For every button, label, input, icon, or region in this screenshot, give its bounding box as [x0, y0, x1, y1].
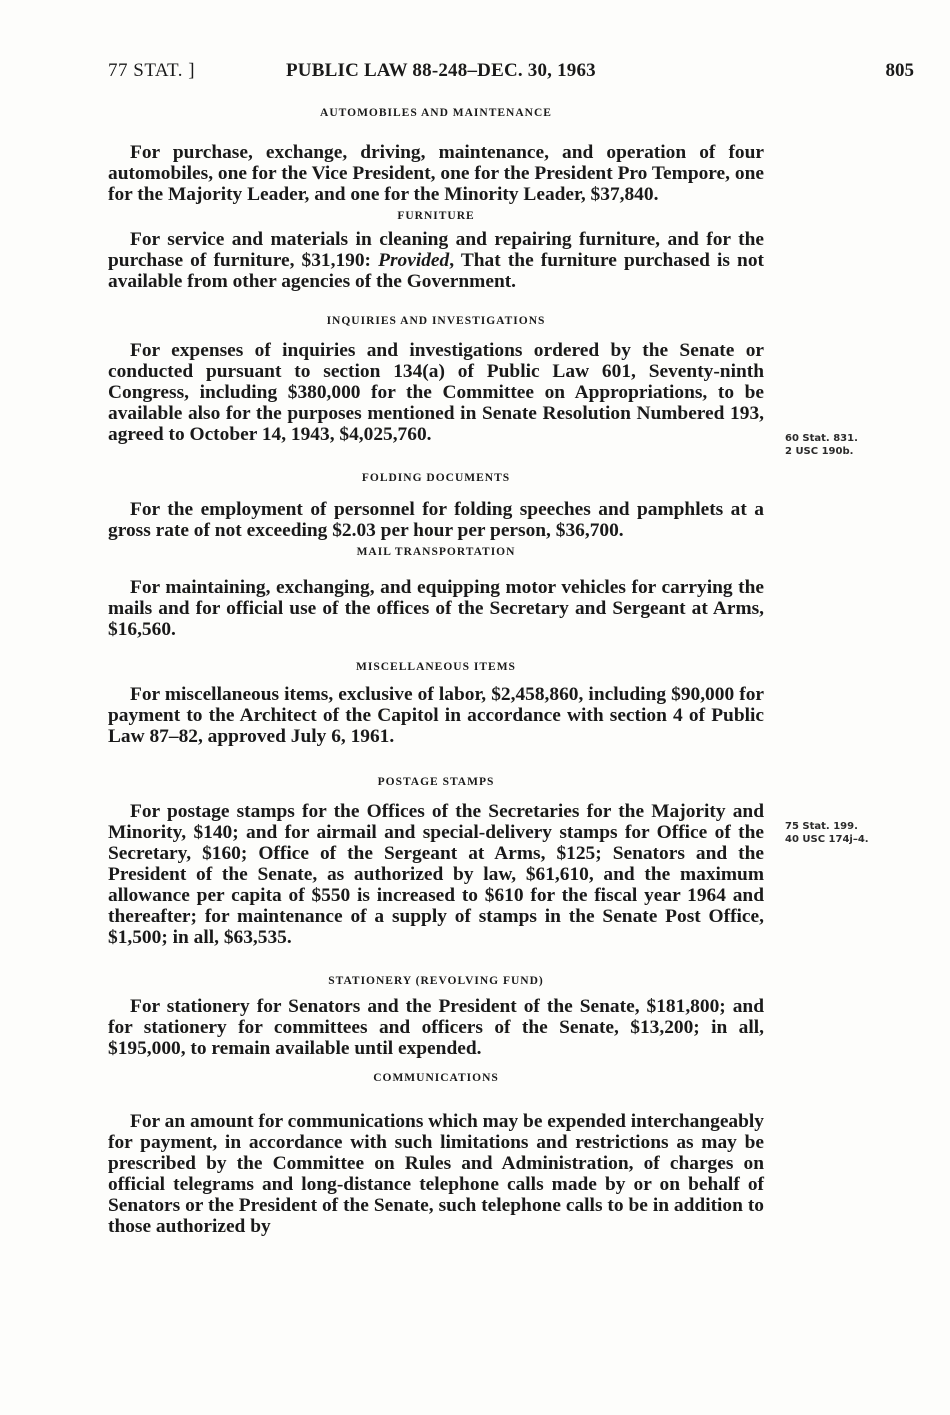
proviso-term: Provided: [378, 250, 450, 271]
page-number: 805: [885, 60, 914, 81]
body-text: [108, 104, 764, 1237]
section-heading: STATIONERY (REVOLVING FUND): [328, 975, 544, 987]
section-paragraph: For expenses of inquiries and investigations ordered by the Senate or conducted pursuant to section 134(a) of Public Law 601, Seventy-ninth Congress, including $380,000 for the Committee on Appropriations, to be available also for the purposes mentioned in Senate Resolution Numbered 193, agreed to October 14, 1943, $4,025,760.: [108, 340, 764, 445]
section-heading: AUTOMOBILES AND MAINTENANCE: [320, 107, 552, 119]
paragraph-text: For service and materials in cleaning and repairing furniture, and for the purchase of furniture, $31,190:: [108, 229, 764, 271]
citation-line: 2 USC 190b.: [785, 446, 854, 457]
section-paragraph: For the employment of personnel for folding speeches and pamphlets at a gross rate of not exceeding $2.03 per hour per person, $36,700.: [108, 499, 764, 541]
section-heading: POSTAGE STAMPS: [377, 776, 495, 788]
section-heading: COMMUNICATIONS: [373, 1072, 499, 1084]
section-paragraph: For an amount for communications which may be expended interchangeably for payment, in accordance with such limitations and restrictions as may be prescribed by the Committee on Rules and Administration, of charges on official telegrams and long-distance telephone calls made by or on behalf of Senators or the President of the Senate, such telephone calls to be in addition to those authorized by: [108, 1111, 764, 1237]
paragraph-text: , That the furniture purchased is not available from other agencies of the Government.: [108, 250, 764, 292]
statute-volume: 77 STAT. ]: [108, 60, 196, 81]
section-paragraph: [108, 229, 764, 292]
section-paragraph: For maintaining, exchanging, and equipping motor vehicles for carrying the mails and for official use of the offices of the Secretary and Sergeant at Arms, $16,560.: [108, 577, 764, 640]
law-title: PUBLIC LAW 88-248–DEC. 30, 1963: [286, 60, 596, 81]
citation-line: 40 USC 174j–4.: [785, 834, 869, 845]
citation-line: 60 Stat. 831.: [785, 433, 858, 444]
section-paragraph: For purchase, exchange, driving, maintenance, and operation of four automobiles, one for the Vice President, one for the President Pro Tempore, one for the Majority Leader, and one for the Minority Leader, $37,840.: [108, 142, 764, 205]
section-paragraph: For stationery for Senators and the President of the Senate, $181,800; and for stationery for committees and officers of the Senate, $13,200; in all, $195,000, to remain available until expended.: [108, 996, 764, 1059]
section-heading: MISCELLANEOUS ITEMS: [356, 661, 516, 673]
margin-citation: [785, 820, 905, 846]
section-heading: FURNITURE: [397, 210, 475, 222]
section-paragraph: For miscellaneous items, exclusive of labor, $2,458,860, including $90,000 for payment to the Architect of the Capitol in accordance with section 4 of Public Law 87–82, approved July 6, 1961.: [108, 684, 764, 747]
section-heading: INQUIRIES AND INVESTIGATIONS: [326, 315, 546, 327]
section-paragraph: For postage stamps for the Offices of the Secretaries for the Majority and Minority, $140; and for airmail and special-delivery stamps for Office of the Secretary, $160; Office of the Sergeant at Arms, $125; Senators and the President of the Senate, as authorized by law, $61,610, and the maximum allowance per capita of $550 is increased to $610 for the fiscal year 1964 and thereafter; for maintenance of a supply of stamps in the Senate Post Office, $1,500; in all, $63,535.: [108, 801, 764, 948]
section-heading: MAIL TRANSPORTATION: [356, 546, 516, 558]
citation-line: 75 Stat. 199.: [785, 821, 858, 832]
section-heading: FOLDING DOCUMENTS: [361, 472, 511, 484]
margin-citation: [785, 432, 905, 458]
running-head: [108, 60, 914, 86]
